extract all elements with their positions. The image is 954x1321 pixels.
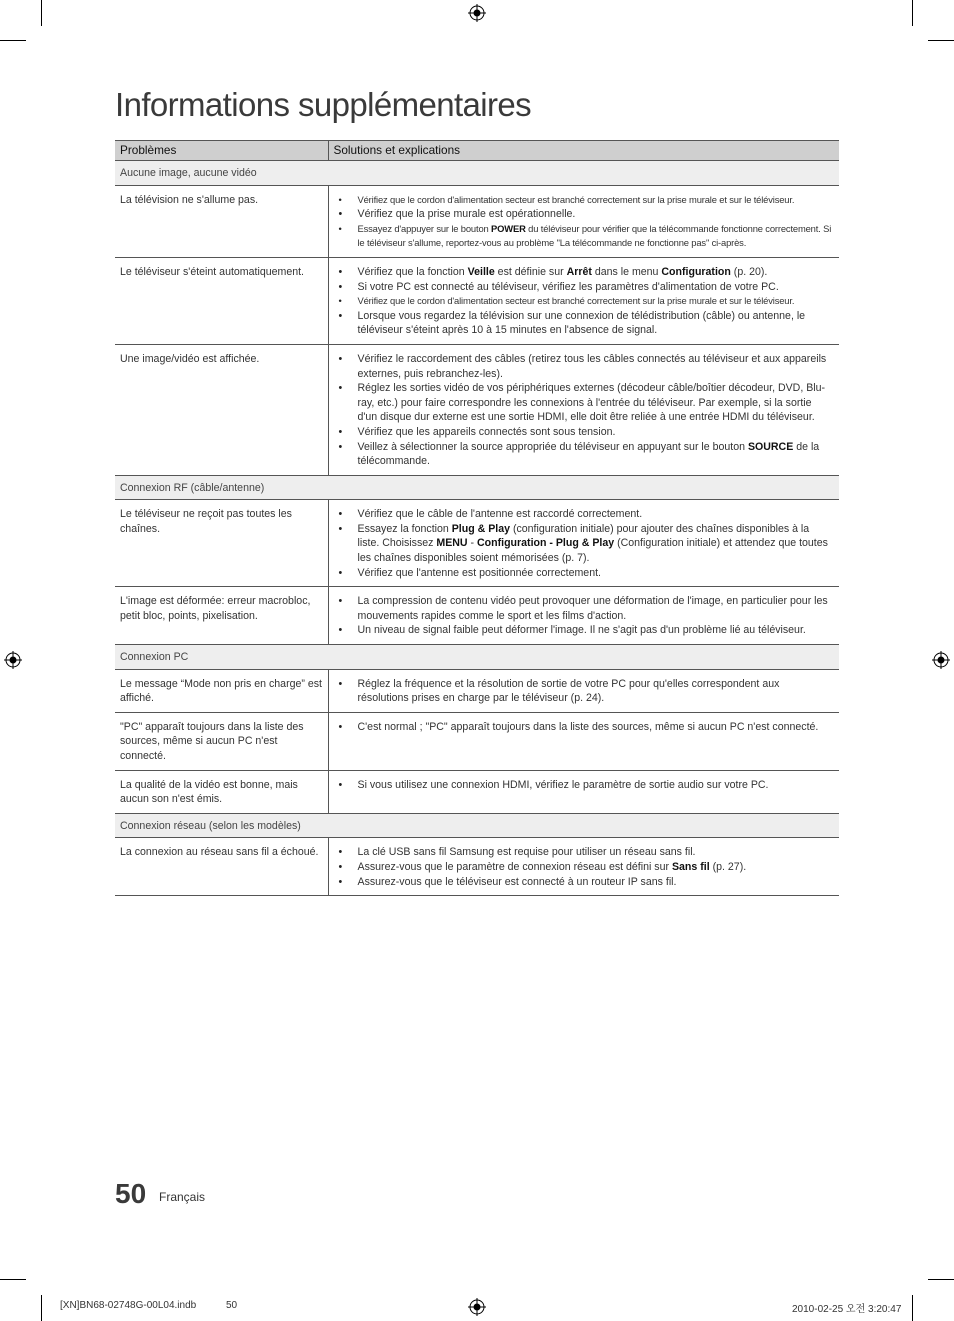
troubleshooting-table xyxy=(115,140,839,896)
crop-mark xyxy=(928,1279,954,1280)
solution-item: • Veillez à sélectionner la source appropriée du téléviseur en appuyant sur le bouton SOURCE de la télécommande. xyxy=(339,440,834,469)
table-row xyxy=(115,712,839,770)
section-title: Connexion réseau (selon les modèles) xyxy=(115,813,839,838)
crop-mark xyxy=(912,1295,913,1321)
problem-cell: La connexion au réseau sans fil a échoué. xyxy=(115,838,328,896)
solution-item: • Assurez-vous que le paramètre de connexion réseau est défini sur Sans fil (p. 27). xyxy=(339,860,834,875)
print-slug-datetime: 2010-02-25 오전 3:20:47 xyxy=(792,1304,902,1315)
table-row xyxy=(115,344,839,475)
solution-item: • Vérifiez que le câble de l'antenne est raccordé correctement. xyxy=(339,507,834,522)
solution-item: • Vérifiez que la prise murale est opérationnelle. xyxy=(339,207,834,222)
solution-cell xyxy=(328,669,839,712)
section-title: Connexion RF (câble/antenne) xyxy=(115,475,839,500)
column-header-problems: Problèmes xyxy=(115,141,328,161)
crop-mark xyxy=(912,0,913,26)
solution-item: • La clé USB sans fil Samsung est requise pour utiliser un réseau sans fil. xyxy=(339,845,834,860)
column-header-solutions: Solutions et explications xyxy=(328,141,839,161)
solution-item: • Lorsque vous regardez la télévision sur une connexion de télédistribution (câble) ou antenne, le téléviseur s'éteint après 10 à 15 minutes en l'absence de signal. xyxy=(339,309,834,338)
solution-item: • Assurez-vous que le téléviseur est connecté à un routeur IP sans fil. xyxy=(339,875,834,890)
page-title: Informations supplémentaires xyxy=(115,86,532,123)
problem-cell: Le téléviseur ne reçoit pas toutes les chaînes. xyxy=(115,500,328,587)
solution-cell xyxy=(328,712,839,770)
solution-cell xyxy=(328,770,839,813)
solution-item: • Si vous utilisez une connexion HDMI, vérifiez le paramètre de sortie audio sur votre PC. xyxy=(339,778,834,793)
solution-item: • Vérifiez que les appareils connectés sont sous tension. xyxy=(339,425,834,440)
solution-cell xyxy=(328,500,839,587)
registration-mark-icon xyxy=(932,651,950,669)
problem-cell: La télévision ne s'allume pas. xyxy=(115,185,328,257)
crop-mark xyxy=(41,0,42,26)
problem-cell: La qualité de la vidéo est bonne, mais aucun son n'est émis. xyxy=(115,770,328,813)
solution-item: • Vérifiez le raccordement des câbles (retirez tous les câbles connectés au téléviseur et aux appareils externes, puis rebranchez-les). xyxy=(339,352,834,381)
solution-item: • Réglez les sorties vidéo de vos périphériques externes (décodeur câble/boîtier décodeur, DVD, Blu-ray, etc.) pour faire correspondre les connexions à l'entrée du téléviseur. Par exemple, si la sortie d'un disque dur externe est une sortie HDMI, elle doit être reliée à une entrée HDMI du téléviseur. xyxy=(339,381,834,425)
solution-item: • C'est normal ; "PC" apparaît toujours dans la liste des sources, même si aucun PC n'est connecté. xyxy=(339,720,834,735)
solution-item: • Un niveau de signal faible peut déformer l'image. Il ne s'agit pas d'un problème lié au téléviseur. xyxy=(339,623,834,638)
solution-cell xyxy=(328,257,839,344)
table-header-row xyxy=(115,141,839,161)
section-row xyxy=(115,475,839,500)
problem-cell: Une image/vidéo est affichée. xyxy=(115,344,328,475)
crop-mark xyxy=(0,40,26,41)
solution-cell xyxy=(328,185,839,257)
solution-cell xyxy=(328,587,839,645)
page-number: 50 xyxy=(115,1178,147,1209)
table-row xyxy=(115,185,839,257)
solution-cell xyxy=(328,344,839,475)
solution-item: • Vérifiez que la fonction Veille est définie sur Arrêt dans le menu Configuration (p. 20). xyxy=(339,265,834,280)
registration-mark-icon xyxy=(4,651,22,669)
table-row xyxy=(115,500,839,587)
solution-item: • Vérifiez que l'antenne est positionnée correctement. xyxy=(339,566,834,581)
problem-cell: L'image est déformée: erreur macrobloc, petit bloc, points, pixelisation. xyxy=(115,587,328,645)
page-language: Français xyxy=(159,1190,206,1204)
crop-mark xyxy=(41,1295,42,1321)
crop-mark xyxy=(0,1279,26,1280)
table-row xyxy=(115,669,839,712)
solution-item: • Vérifiez que le cordon d'alimentation secteur est branché correctement sur la prise murale et sur le téléviseur. xyxy=(339,193,834,208)
problem-cell: "PC" apparaît toujours dans la liste des sources, même si aucun PC n'est connecté. xyxy=(115,712,328,770)
solution-cell xyxy=(328,838,839,896)
problem-cell: Le message “Mode non pris en charge” est affiché. xyxy=(115,669,328,712)
registration-mark-icon xyxy=(468,4,486,22)
section-row xyxy=(115,645,839,670)
section-row xyxy=(115,813,839,838)
solution-item: • Essayez la fonction Plug & Play (configuration initiale) pour ajouter des chaînes disponibles à la liste. Choisissez MENU - Configuration - Plug & Play (Configuration initiale) et attendez que toutes les chaînes disponibles soient mémorisées (p. 7). xyxy=(339,522,834,566)
solution-item: • Si votre PC est connecté au téléviseur, vérifiez les paramètres d'alimentation de votre PC. xyxy=(339,280,834,295)
section-row xyxy=(115,161,839,186)
solution-item: • Vérifiez que le cordon d'alimentation secteur est branché correctement sur la prise murale et sur le téléviseur. xyxy=(339,294,834,309)
table-row xyxy=(115,257,839,344)
section-title: Connexion PC xyxy=(115,645,839,670)
table-row xyxy=(115,838,839,896)
table-row xyxy=(115,587,839,645)
section-title: Aucune image, aucune vidéo xyxy=(115,161,839,186)
crop-mark xyxy=(928,40,954,41)
problem-cell: Le téléviseur s'éteint automatiquement. xyxy=(115,257,328,344)
table-row xyxy=(115,770,839,813)
solution-item: • Essayez d'appuyer sur le bouton POWER du téléviseur pour vérifier que la télécommande fonctionne correctement. Si le téléviseur s'allume, reportez-vous au problème "La télécommande ne fonctionne pas" ci-après. xyxy=(339,222,834,251)
print-slug-page: 50 xyxy=(226,1300,238,1311)
solution-item: • Réglez la fréquence et la résolution de sortie de votre PC pour qu'elles correspondent aux résolutions prises en charge par le téléviseur (p. 24). xyxy=(339,677,834,706)
registration-mark-icon xyxy=(468,1298,486,1316)
solution-item: • La compression de contenu vidéo peut provoquer une déformation de l'image, en particulier pour les mouvements rapides comme le sport et les films d'action. xyxy=(339,594,834,623)
print-slug-file: [XN]BN68-02748G-00L04.indb xyxy=(60,1300,197,1311)
